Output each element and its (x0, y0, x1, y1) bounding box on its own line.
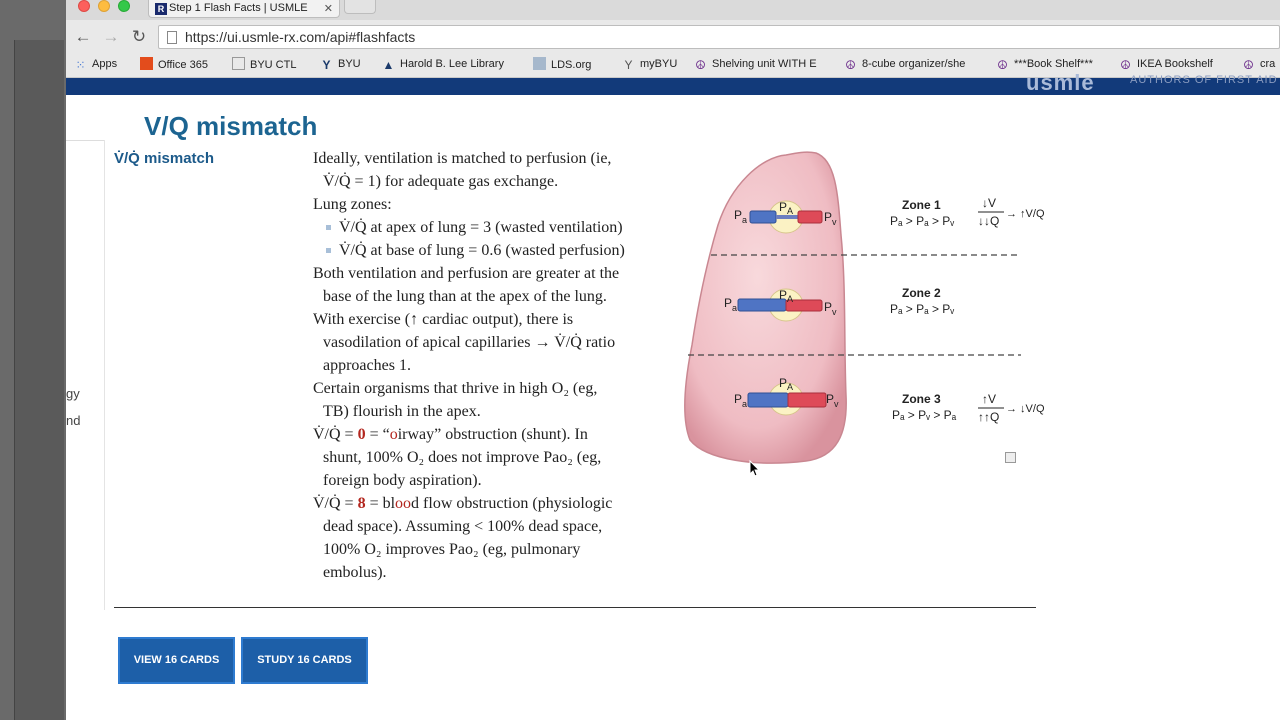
svg-text:v: v (834, 399, 839, 409)
side-menu-item[interactable]: nd (66, 413, 81, 428)
mybyu-y-icon: Y (624, 58, 633, 72)
zone1-labels (890, 196, 1045, 228)
bookmarks-bar (66, 53, 1280, 77)
bookmark-apps[interactable]: ⁙ Apps (75, 58, 118, 72)
svg-text:P: P (779, 376, 788, 390)
office-icon (140, 57, 153, 70)
mouse-cursor-icon (749, 460, 761, 478)
peace-icon: ☮ (845, 58, 856, 72)
back-arrow-icon[interactable]: ← (74, 27, 92, 46)
svg-text:P: P (734, 392, 743, 406)
side-divider (66, 140, 104, 141)
forward-arrow-icon[interactable]: → (102, 27, 120, 46)
svg-text:P: P (824, 210, 833, 224)
reload-icon[interactable]: ↻ (131, 27, 147, 46)
bookmark-byu[interactable]: Y BYU (320, 57, 361, 73)
peace-icon: ☮ (1243, 58, 1254, 72)
text-para: V̇/Q̇ = 8 = blood flow obstruction (physiologic dead space). Assuming < 100% dead space, 100% O₂ improves Pao₂ (eg, pulmonary embolus). (313, 495, 613, 581)
bookmark-library[interactable]: ▲ Harold B. Lee Library (382, 58, 504, 72)
zone1-rel1: ↓V (982, 196, 997, 210)
site-logo: usmle (1026, 70, 1095, 95)
zone2-formula: Pₐ > Pₐ > Pᵥ (890, 302, 955, 316)
text-para: Lung zones: (313, 196, 392, 213)
text-para: V̇/Q̇ = 0 = “oirway” obstruction (shunt). In shunt, 100% O₂ does not improve Pao₂ (eg, foreign body aspiration). (313, 426, 602, 489)
svg-text:v: v (832, 217, 837, 227)
zone3-labels (892, 392, 1045, 424)
bookmark-ikea[interactable]: ☮ IKEA Bookshelf (1120, 58, 1213, 72)
study-cards-button[interactable]: STUDY 16 CARDS (241, 637, 368, 684)
zone1-result: → ↑V/Q (1006, 208, 1045, 220)
zone2-title: Zone 2 (902, 286, 941, 300)
svg-text:a: a (742, 399, 748, 409)
text-para: With exercise (↑ cardiac output), there is vasodilation of apical capillaries → V̇/Q̇ ratio approaches 1. (313, 311, 616, 374)
column-divider (104, 140, 105, 610)
address-bar[interactable] (158, 25, 1280, 49)
image-expand-icon[interactable] (1005, 452, 1016, 463)
usmle-rx-favicon-icon: R (155, 3, 167, 15)
browser-chrome (66, 0, 1280, 78)
tab-title: Step 1 Flash Facts | USMLE (169, 2, 308, 14)
view-cards-button[interactable]: VIEW 16 CARDS (118, 637, 235, 684)
zone3-result: → ↓V/Q (1006, 403, 1045, 415)
bullet-item: V̇/Q̇ at apex of lung = 3 (wasted ventilation) (313, 216, 673, 239)
svg-text:a: a (742, 215, 748, 225)
maximize-window-icon[interactable] (118, 0, 130, 12)
fact-text (313, 147, 673, 584)
active-tab[interactable] (148, 0, 340, 18)
url-text: https://ui.usmle-rx.com/api#flashfacts (185, 29, 416, 45)
page-title: V/Q mismatch (144, 111, 318, 141)
bookmark-byu-ctl[interactable]: BYU CTL (232, 57, 296, 73)
bookmark-cube-organizer[interactable]: ☮ 8-cube organizer/she (845, 58, 966, 72)
bookmark-mybyu[interactable]: Y myBYU (622, 57, 677, 73)
zone1-rel2: ↓↓Q (978, 214, 1000, 228)
close-tab-icon[interactable]: ✕ (323, 3, 333, 15)
minimize-window-icon[interactable] (98, 0, 110, 12)
lung-zones-diagram (676, 145, 1045, 475)
peace-icon: ☮ (695, 58, 706, 72)
navigation-bar (66, 22, 1280, 52)
text-para: Both ventilation and perfusion are greater at the base of the lung than at the apex of the lung. (313, 265, 620, 305)
zone3-title: Zone 3 (902, 392, 941, 406)
page-icon (167, 31, 177, 44)
svg-text:v: v (832, 307, 837, 317)
apps-grid-icon: ⁙ (75, 58, 86, 72)
bookmark-cra[interactable]: ☮ cra (1243, 58, 1276, 72)
svg-text:P: P (824, 300, 833, 314)
svg-text:P: P (779, 288, 788, 302)
zone1-title: Zone 1 (902, 198, 941, 212)
byu-y-icon: Y (322, 58, 331, 72)
svg-text:P: P (724, 296, 733, 310)
flash-fact-content (66, 95, 1280, 720)
bookmark-shelving[interactable]: ☮ Shelving unit WITH E (695, 58, 817, 72)
svg-text:A: A (787, 382, 794, 392)
svg-text:a: a (732, 303, 738, 313)
bookmark-office-365[interactable]: Office 365 (140, 57, 208, 73)
tab-bar (66, 0, 1280, 20)
text-para: Certain organisms that thrive in high O₂ (eg, TB) flourish in the apex. (313, 380, 598, 420)
adjacent-window (14, 40, 64, 720)
svg-text:P: P (779, 200, 788, 214)
svg-text:A: A (787, 206, 794, 216)
site-tagline: AUTHORS OF FIRST AID (1130, 74, 1278, 86)
new-tab-button[interactable] (344, 0, 376, 14)
entry-title: V̇/Q̇ mismatch (114, 150, 215, 167)
lds-icon (533, 57, 546, 70)
zone3-formula: Pₐ > Pᵥ > Pₐ (892, 408, 957, 422)
zone1-formula: Pₐ > Pₐ > Pᵥ (890, 214, 955, 228)
zone3-rel1: ↑V (982, 392, 997, 406)
bookmark-book-shelf[interactable]: ☮ ***Book Shelf*** (997, 58, 1093, 72)
side-menu-item[interactable]: gy (66, 386, 80, 401)
zone2-labels (890, 286, 954, 316)
site-header (66, 70, 1280, 95)
desktop-left-strip (0, 0, 66, 720)
zone3-rel2: ↑↑Q (978, 410, 1000, 424)
card-divider (114, 607, 1036, 608)
peace-icon: ☮ (1120, 58, 1131, 72)
library-icon: ▲ (382, 58, 395, 72)
svg-text:P: P (734, 208, 743, 222)
close-window-icon[interactable] (78, 0, 90, 12)
text-para: Ideally, ventilation is matched to perfusion (ie, V̇/Q̇ = 1) for adequate gas exchange. (313, 150, 612, 190)
svg-text:A: A (787, 294, 794, 304)
peace-icon: ☮ (997, 58, 1008, 72)
svg-text:P: P (826, 392, 835, 406)
bookmark-lds[interactable]: LDS.org (533, 57, 591, 73)
page-icon (232, 57, 245, 70)
bullet-item: V̇/Q̇ at base of lung = 0.6 (wasted perfusion) (313, 239, 673, 262)
